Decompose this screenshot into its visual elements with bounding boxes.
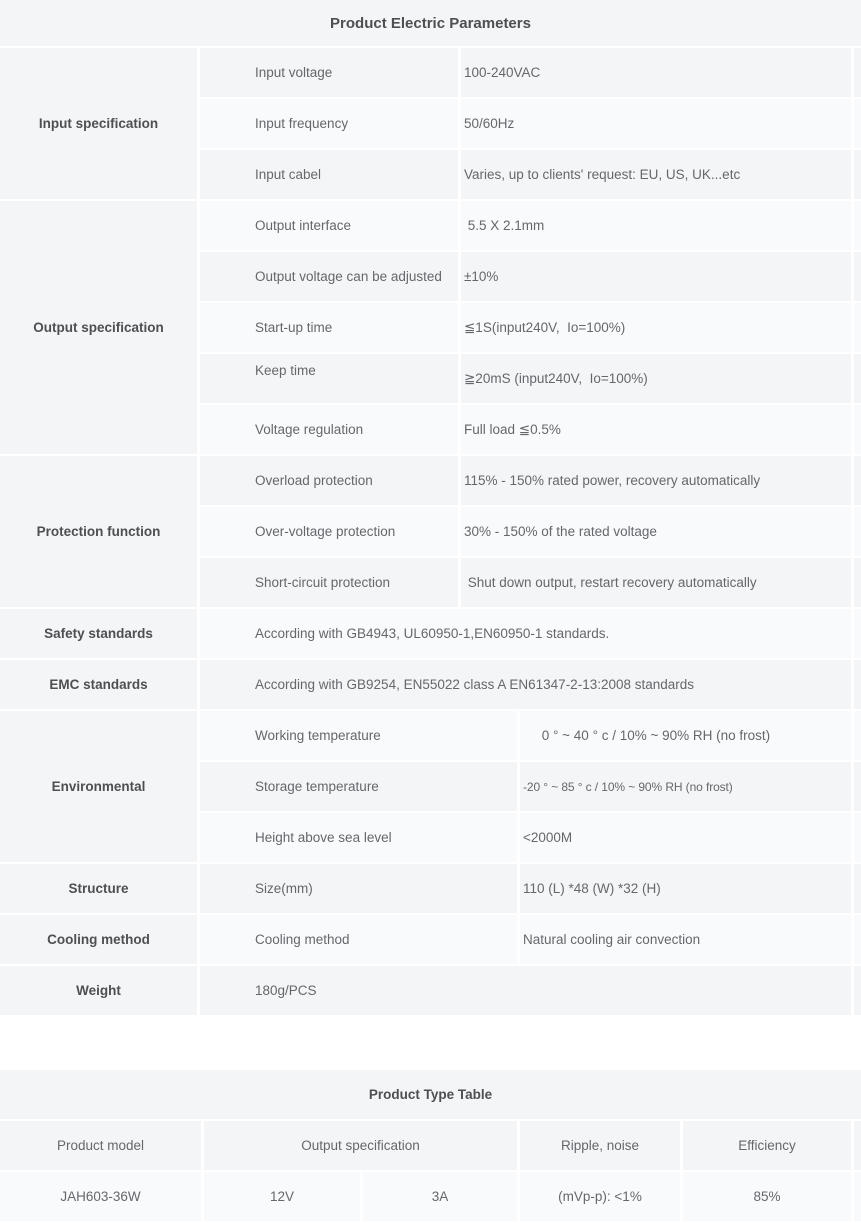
spec-attribute-cell: Voltage regulation: [200, 405, 458, 454]
header-output-specification: Output specification: [204, 1121, 517, 1170]
edge-sliver: [854, 99, 861, 148]
spec-value-cell: According with GB9254, EN55022 class A EN61347-2-13:2008 standards: [200, 660, 851, 709]
section-safety-standards: [0, 609, 861, 658]
product-type-title: Product Type Table: [368, 1087, 493, 1102]
product-type-title-band: [0, 1070, 861, 1119]
edge-sliver: [854, 762, 861, 811]
spec-row: [200, 150, 861, 199]
spec-value-cell: 100-240VAC: [461, 48, 851, 97]
spec-row: [200, 99, 861, 148]
tables-gap: [0, 1017, 861, 1070]
spec-attribute-cell: Working temperature: [200, 711, 517, 760]
section-structure: [0, 864, 861, 913]
spec-attribute-cell: Overload protection: [200, 456, 458, 505]
section-output-specification: [0, 201, 861, 454]
spec-attribute-cell: Over-voltage protection: [200, 507, 458, 556]
spec-row: [200, 915, 861, 964]
spec-value-cell: ≧20mS (input240V, Io=100%): [461, 354, 851, 403]
cell-ripple-noise: (mVp-p): <1%: [520, 1172, 680, 1221]
spec-attribute-cell: Storage temperature: [200, 762, 517, 811]
edge-sliver: [854, 864, 861, 913]
edge-sliver: [854, 813, 861, 862]
edge-sliver: [854, 150, 861, 199]
product-type-data-row: [0, 1172, 861, 1221]
edge-sliver: [854, 1121, 861, 1170]
spec-row: [200, 252, 861, 301]
spec-row: [200, 507, 861, 556]
spec-value-cell: Natural cooling air convection: [520, 915, 851, 964]
spec-attribute-cell: Keep time: [200, 354, 458, 403]
spec-row: [200, 405, 861, 454]
spec-row: [200, 813, 861, 862]
spec-value-cell: ≦1S(input240V, Io=100%): [461, 303, 851, 352]
section-weight: [0, 966, 861, 1015]
section-cooling-method: [0, 915, 861, 964]
edge-sliver: [854, 252, 861, 301]
edge-sliver: [854, 915, 861, 964]
spec-value-cell: -20 ° ~ 85 ° c / 10% ~ 90% RH (no frost): [520, 762, 851, 811]
spec-value-cell: 115% - 150% rated power, recovery automatically: [461, 456, 851, 505]
edge-sliver: [854, 660, 861, 709]
header-ripple-noise: Ripple, noise: [520, 1121, 680, 1170]
spec-row: [200, 864, 861, 913]
edge-sliver: [854, 201, 861, 250]
cell-product-model: JAH603-36W: [0, 1172, 201, 1221]
spec-attribute-cell: Input voltage: [200, 48, 458, 97]
spec-attribute-cell: Input cabel: [200, 150, 458, 199]
spec-row: [200, 762, 861, 811]
edge-sliver: [854, 303, 861, 352]
edge-sliver: [854, 711, 861, 760]
edge-sliver: [854, 354, 861, 403]
spec-row: [200, 201, 861, 250]
spec-attribute-cell: Output voltage can be adjusted: [200, 252, 458, 301]
spec-value-cell: <2000M: [520, 813, 851, 862]
section-label: Weight: [0, 966, 197, 1015]
section-input-specification: [0, 48, 861, 199]
section-label: EMC standards: [0, 660, 197, 709]
edge-sliver: [854, 609, 861, 658]
spec-row: [200, 711, 861, 760]
spec-row: [200, 456, 861, 505]
spec-value-cell: 110 (L) *48 (W) *32 (H): [520, 864, 851, 913]
edge-sliver: [854, 405, 861, 454]
cell-efficiency: 85%: [683, 1172, 851, 1221]
spec-value-cell: Full load ≦0.5%: [461, 405, 851, 454]
spec-attribute-cell: Start-up time: [200, 303, 458, 352]
edge-sliver: [854, 966, 861, 1015]
spec-row-keep-time: [200, 354, 861, 403]
section-emc-standards: [0, 660, 861, 709]
spec-attribute-cell: Input frequency: [200, 99, 458, 148]
header-efficiency: Efficiency: [683, 1121, 851, 1170]
electric-parameters-title: Product Electric Parameters: [330, 14, 531, 32]
spec-row: [200, 966, 861, 1015]
spec-row: [200, 303, 861, 352]
edge-sliver: [854, 456, 861, 505]
product-type-header-row: [0, 1121, 861, 1170]
spec-attribute-cell: Height above sea level: [200, 813, 517, 862]
spec-value-cell: 0 ° ~ 40 ° c / 10% ~ 90% RH (no frost): [520, 711, 851, 760]
edge-sliver: [854, 558, 861, 607]
section-label: Output specification: [0, 201, 197, 454]
spec-value-cell: Varies, up to clients' request: EU, US, UK...etc: [461, 150, 851, 199]
section-label: Input specification: [0, 48, 197, 199]
spec-value-cell: 180g/PCS: [200, 966, 851, 1015]
spec-attribute-cell: Short-circuit protection: [200, 558, 458, 607]
spec-attribute-cell: Output interface: [200, 201, 458, 250]
edge-sliver: [854, 1172, 861, 1221]
spec-value-cell: According with GB4943, UL60950-1,EN60950-1 standards.: [200, 609, 851, 658]
electric-parameters-title-band: [0, 0, 861, 46]
edge-sliver: [854, 48, 861, 97]
spec-row: [200, 558, 861, 607]
spec-value-cell: Shut down output, restart recovery automatically: [461, 558, 851, 607]
section-label: Structure: [0, 864, 197, 913]
spec-row: [200, 48, 861, 97]
spec-row: [200, 660, 861, 709]
section-label: Environmental: [0, 711, 197, 862]
section-environmental: [0, 711, 861, 862]
spec-value-cell: 30% - 150% of the rated voltage: [461, 507, 851, 556]
spec-value-cell: 5.5 X 2.1mm: [461, 201, 851, 250]
section-label: Cooling method: [0, 915, 197, 964]
spec-value-cell: 50/60Hz: [461, 99, 851, 148]
cell-output-current: 3A: [363, 1172, 517, 1221]
section-protection-function: [0, 456, 861, 607]
section-label: Protection function: [0, 456, 197, 607]
spec-row: [200, 609, 861, 658]
section-label: Safety standards: [0, 609, 197, 658]
spec-attribute-cell: Size(mm): [200, 864, 517, 913]
spec-attribute-cell: Cooling method: [200, 915, 517, 964]
spec-value-cell: ±10%: [461, 252, 851, 301]
header-product-model: Product model: [0, 1121, 201, 1170]
edge-sliver: [854, 507, 861, 556]
cell-output-voltage: 12V: [204, 1172, 360, 1221]
